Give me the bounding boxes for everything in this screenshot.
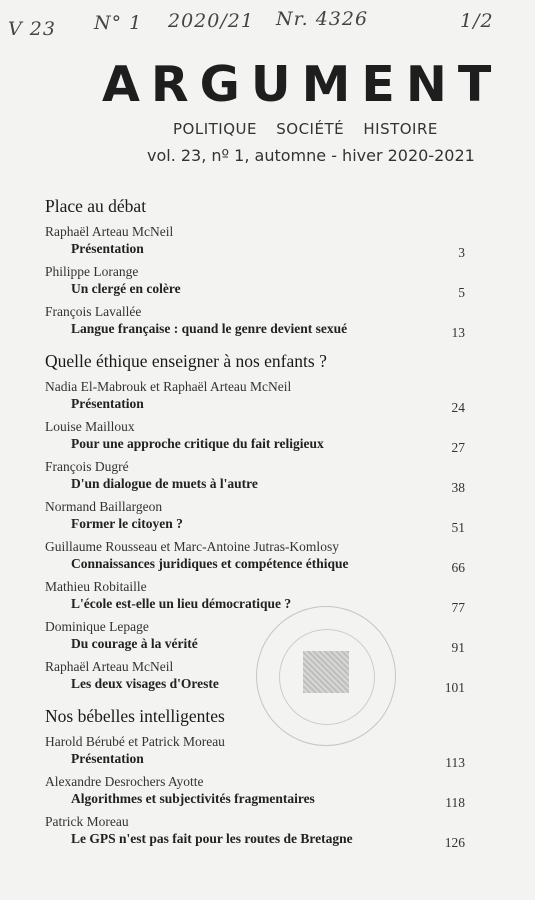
handwritten-ref: Nr. 4326 xyxy=(276,8,369,30)
section-title: Quelle éthique enseigner à nos enfants ? xyxy=(45,351,327,371)
entry-author: Guillaume Rousseau et Marc-Antoine Jutras-Komlosy xyxy=(45,539,339,554)
toc-section xyxy=(45,196,465,340)
entry-page-number: 126 xyxy=(444,835,465,850)
entry-title: Présentation xyxy=(71,751,144,766)
entry-title: Présentation xyxy=(71,396,144,411)
entry-author: Alexandre Desrochers Ayotte xyxy=(45,774,204,789)
stamp-emblem xyxy=(303,651,349,693)
entry-author: Normand Baillargeon xyxy=(45,499,163,514)
toc-entry xyxy=(45,538,465,575)
entry-title: L'école est-elle un lieu démocratique ? xyxy=(71,596,292,611)
entry-page-number: 77 xyxy=(451,600,465,615)
entry-page-number: 113 xyxy=(445,755,465,770)
toc-entry xyxy=(45,813,465,850)
toc-entry xyxy=(45,773,465,810)
table-of-contents xyxy=(45,196,465,861)
entry-author: François Lavallée xyxy=(45,304,142,319)
handwritten-volume: V 23 xyxy=(8,18,56,40)
entry-page-number: 3 xyxy=(458,245,465,260)
entry-page-number: 24 xyxy=(451,400,465,415)
entry-page-number: 66 xyxy=(451,560,465,575)
entry-page-number: 118 xyxy=(445,795,465,810)
toc-entry xyxy=(45,263,465,300)
toc-entry xyxy=(45,578,465,615)
entry-title: Pour une approche critique du fait religieux xyxy=(71,436,324,451)
entry-title: Présentation xyxy=(71,241,144,256)
entry-title: Les deux visages d'Oreste xyxy=(71,676,219,691)
entry-author: Raphaël Arteau McNeil xyxy=(45,659,174,674)
entry-page-number: 101 xyxy=(444,680,465,695)
toc-section xyxy=(45,351,465,695)
handwritten-year: 2020/21 xyxy=(168,10,254,32)
entry-title: Algorithmes et subjectivités fragmentaires xyxy=(71,791,315,806)
entry-title: Former le citoyen ? xyxy=(71,516,183,531)
entry-author: Mathieu Robitaille xyxy=(45,579,147,594)
toc-section xyxy=(45,706,465,850)
entry-author: Raphaël Arteau McNeil xyxy=(45,224,174,239)
entry-title: Le GPS n'est pas fait pour les routes de Bretagne xyxy=(71,831,353,846)
entry-page-number: 38 xyxy=(451,480,465,495)
toc-entry xyxy=(45,658,465,695)
toc-entry xyxy=(45,303,465,340)
toc-entry xyxy=(45,618,465,655)
handwritten-part: 1/2 xyxy=(460,10,494,32)
entry-author: François Dugré xyxy=(45,459,129,474)
entry-title: D'un dialogue de muets à l'autre xyxy=(71,476,258,491)
toc-entry xyxy=(45,378,465,415)
toc-entry xyxy=(45,498,465,535)
entry-author: Harold Bérubé et Patrick Moreau xyxy=(45,734,225,749)
section-title: Nos bébelles intelligentes xyxy=(45,706,225,726)
section-title: Place au débat xyxy=(45,196,147,216)
journal-title: ARGUMENT xyxy=(102,56,503,113)
entry-author: Louise Mailloux xyxy=(45,419,135,434)
entry-title: Du courage à la vérité xyxy=(71,636,198,651)
toc-entry xyxy=(45,458,465,495)
entry-page-number: 5 xyxy=(458,285,465,300)
handwritten-number: N° 1 xyxy=(94,12,143,34)
toc-entry xyxy=(45,733,465,770)
volume-line: vol. 23, nº 1, automne - hiver 2020-2021 xyxy=(147,146,475,165)
entry-author: Nadia El-Mabrouk et Raphaël Arteau McNeil xyxy=(45,379,292,394)
journal-subtitle: POLITIQUE SOCIÉTÉ HISTOIRE xyxy=(173,120,438,138)
entry-page-number: 27 xyxy=(451,440,465,455)
toc-entry xyxy=(45,418,465,455)
entry-author: Dominique Lepage xyxy=(45,619,149,634)
entry-page-number: 51 xyxy=(451,520,465,535)
entry-title: Un clergé en colère xyxy=(71,281,181,296)
entry-page-number: 91 xyxy=(451,640,465,655)
entry-author: Patrick Moreau xyxy=(45,814,129,829)
toc-entry xyxy=(45,223,465,260)
library-stamp xyxy=(256,606,396,746)
entry-author: Philippe Lorange xyxy=(45,264,139,279)
entry-page-number: 13 xyxy=(451,325,465,340)
entry-title: Connaissances juridiques et compétence éthique xyxy=(71,556,349,571)
entry-title: Langue française : quand le genre devient sexué xyxy=(71,321,348,336)
